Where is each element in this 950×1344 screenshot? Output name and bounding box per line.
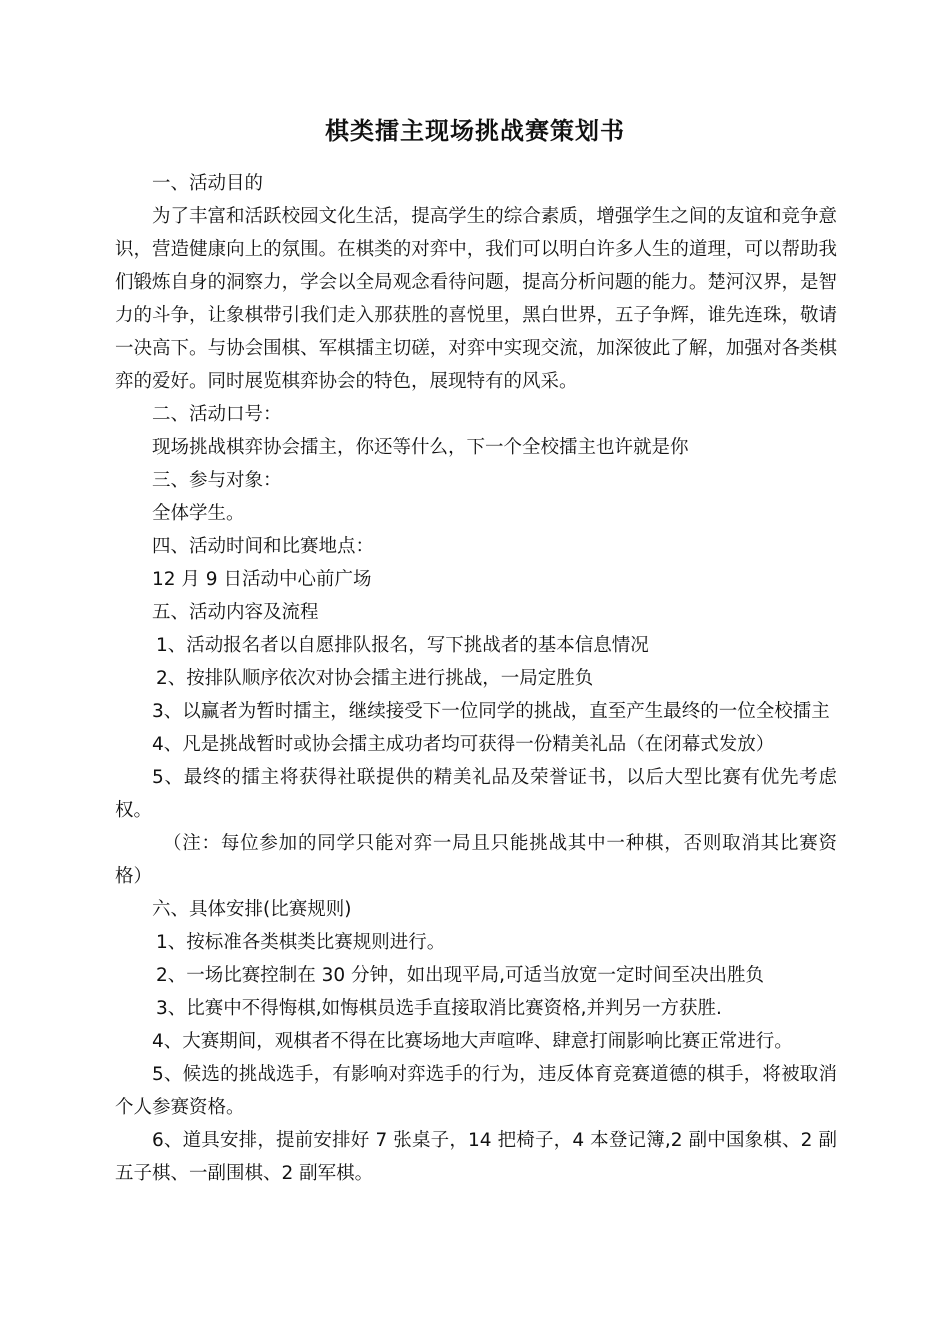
paragraph-process-1: 1、活动报名者以自愿排队报名，写下挑战者的基本信息情况	[156, 635, 649, 656]
paragraph-process-2: 2、按排队顺序依次对协会擂主进行挑战，一局定胜负	[156, 668, 594, 689]
paragraph-section-4-heading: 四、活动时间和比赛地点：	[152, 536, 375, 557]
document-title: 棋类擂主现场挑战赛策划书	[325, 117, 625, 145]
paragraph-purpose: 为了丰富和活跃校园文化生活，提高学生的综合素质，增强学生之间的友谊和竞争意识，营造健康向上的氛围。在棋类的对弈中，我们可以明白许多人生的道理，可以帮助我们锻炼自身的洞察力，学会以全局观念看待问题，提高分析问题的能力。楚河汉界，是智力的斗争，让象棋带引我们走入那获胜的喜悦里，黑白世界，五子争辉，谁先连珠，敬请一决高下。与协会围棋、军棋擂主切磋，对弈中实现交流，加深彼此了解，加强对各类棋弈的爱好。同时展览棋弈协会的特色，展现特有的风采。	[115, 206, 837, 392]
paragraph-rule-1: 1、按标准各类棋类比赛规则进行。	[156, 932, 446, 953]
paragraph-time-place: 12 月 9 日活动中心前广场	[152, 569, 372, 590]
paragraph-rule-3: 3、比赛中不得悔棋,如悔棋员选手直接取消比赛资格,并判另一方获胜.	[156, 998, 722, 1019]
paragraph-section-3-heading: 三、参与对象：	[152, 470, 282, 491]
paragraph-process-5: 5、最终的擂主将获得社联提供的精美礼品及荣誉证书，以后大型比赛有优先考虑权。	[115, 767, 837, 821]
paragraph-process-4: 4、凡是挑战暂时或协会擂主成功者均可获得一份精美礼品（在闭幕式发放）	[152, 734, 775, 755]
paragraph-rule-4: 4、大赛期间，观棋者不得在比赛场地大声喧哗、肆意打闹影响比赛正常进行。	[152, 1031, 793, 1052]
paragraph-note: （注：每位参加的同学只能对弈一局且只能挑战其中一种棋，否则取消其比赛资格）	[115, 833, 837, 887]
paragraph-section-5-heading: 五、活动内容及流程	[152, 602, 319, 623]
paragraph-slogan: 现场挑战棋弈协会擂主，你还等什么，下一个全校擂主也许就是你	[152, 437, 689, 458]
paragraph-section-2-heading: 二、活动口号：	[152, 404, 282, 425]
paragraph-process-3: 3、以赢者为暂时擂主，继续接受下一位同学的挑战，直至产生最终的一位全校擂主	[152, 701, 830, 722]
paragraph-rule-2: 2、一场比赛控制在 30 分钟，如出现平局,可适当放宽一定时间至决出胜负	[156, 965, 764, 986]
paragraph-section-6-heading: 六、具体安排(比赛规则)	[152, 899, 352, 920]
document-body	[115, 167, 837, 1190]
paragraph-section-1-heading: 一、活动目的	[152, 173, 264, 194]
paragraph-participants: 全体学生。	[152, 503, 245, 524]
paragraph-rule-5: 5、候选的挑战选手，有影响对弈选手的行为，违反体育竞赛道德的棋手，将被取消个人参赛资格。	[115, 1064, 837, 1118]
paragraph-rule-6: 6、道具安排，提前安排好 7 张桌子，14 把椅子，4 本登记簿,2 副中国象棋、2 副五子棋、一副围棋、2 副军棋。	[115, 1130, 837, 1184]
